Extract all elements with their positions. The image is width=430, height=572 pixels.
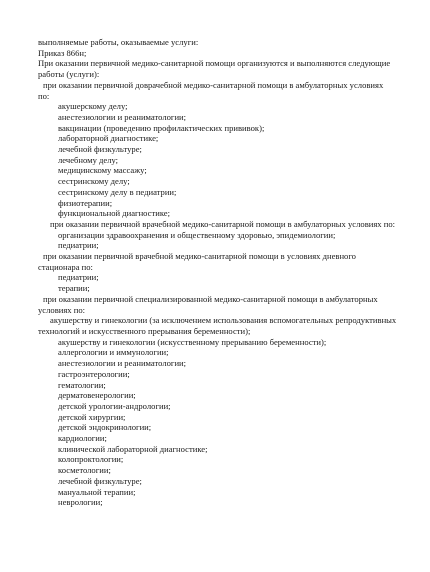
- document-line: при оказании первичной врачебной медико-санитарной помощи в амбулаторных условиях по:: [50, 218, 396, 229]
- document-line: неврологии;: [58, 497, 103, 508]
- document-line: педиатрии;: [58, 240, 99, 251]
- document-line: вакцинации (проведению профилактических прививок);: [58, 122, 265, 133]
- document-line: терапии;: [58, 283, 90, 294]
- document-line: Приказ 866н;: [38, 47, 87, 58]
- document-line: акушерству и гинекологии (за исключением использования вспомогательных репродуктивных: [50, 315, 397, 326]
- document-line: лечебной физкультуре;: [58, 475, 142, 486]
- document-line: колопроктологии;: [58, 454, 124, 465]
- document-line: акушерскому делу;: [58, 101, 128, 112]
- document-line: гастроэнтерологии;: [58, 368, 130, 379]
- document-line: при оказании первичной врачебной медико-санитарной помощи в условиях дневного: [43, 251, 356, 262]
- document-line: выполняемые работы, оказываемые услуги:: [38, 37, 199, 47]
- document-line: педиатрии;: [58, 272, 99, 283]
- document-line: лабораторной диагностике;: [58, 133, 159, 144]
- document-line: при оказании первичной доврачебной медико-санитарной помощи в амбулаторных условиях: [43, 79, 384, 90]
- document-body: [38, 37, 408, 508]
- document-line: анестезиологии и реаниматологии;: [58, 358, 187, 369]
- document-line: при оказании первичной специализированной медико-санитарной помощи в амбулаторных: [43, 293, 378, 304]
- document-line: анестезиологии и реаниматологии;: [58, 111, 187, 122]
- document-line: сестринскому делу;: [58, 176, 130, 187]
- document-line: лечебному делу;: [58, 154, 119, 165]
- document-line: гематологии;: [58, 379, 106, 390]
- document-line: физиотерапии;: [58, 197, 113, 208]
- document-line: дерматовенерологии;: [58, 390, 136, 401]
- document-line: аллергологии и иммунологии;: [58, 347, 169, 358]
- document-line: При оказании первичной медико-санитарной помощи организуются и выполняются следующие: [38, 58, 391, 69]
- document-line: кардиологии;: [58, 433, 107, 444]
- document-line: по:: [38, 90, 50, 101]
- document-line: косметологии;: [58, 465, 111, 476]
- document-line: медицинскому массажу;: [58, 165, 147, 176]
- document-line: функциональной диагностике;: [58, 208, 171, 219]
- document-line: мануальной терапии;: [58, 486, 136, 497]
- document-line: детской эндокринологии;: [58, 422, 152, 433]
- document-line: сестринскому делу в педиатрии;: [58, 186, 177, 197]
- document-line: технологий и искусственного прерывания беременности);: [38, 325, 251, 336]
- document-line: работы (услуги):: [38, 69, 100, 80]
- document-line: детской урологии-андрологии;: [58, 400, 171, 411]
- document-line: стационара по:: [38, 261, 93, 272]
- document-line: лечебной физкультуре;: [58, 144, 142, 155]
- document-line: организации здравоохранения и общественному здоровью, эпидемиологии;: [58, 229, 336, 240]
- document-line: клинической лабораторной диагностике;: [58, 443, 208, 454]
- document-line: условиях по:: [38, 304, 86, 315]
- document-line: акушерству и гинекологии (искусственному прерыванию беременности);: [58, 336, 327, 347]
- document-line: детской хирургии;: [58, 411, 126, 422]
